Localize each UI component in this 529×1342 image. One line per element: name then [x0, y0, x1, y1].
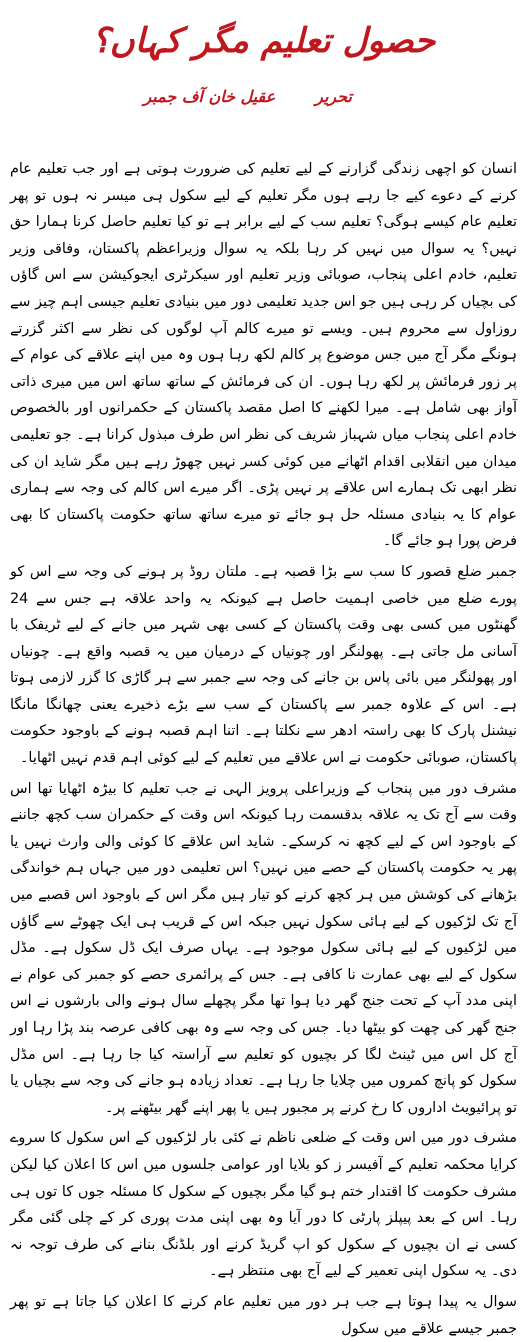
paragraph: انسان کو اچھی زندگی گزارنے کے لیے تعلیم کی ضرورت ہوتی ہے اور جب تعلیم عام کرنے کے دعوے کیے جا رہے ہوں مگر تعلیم کے لیے سکول ہی میسر نہ ہوں تو پھر تعلیم عام کیسے ہوگی؟ تعلیم سب کے لیے برابر ہے تو کیا تعلیم حاصل کرنا ہمارا حق نہیں؟ یہ سوال میں نہیں کر رہا بلکہ یہ سوال وزیراعظم پاکستان، وفاقی وزیر تعلیم، خادم اعلی پنجاب، صوبائی وزیر تعلیم اور سیکرٹری ایجوکیشن سے اس گاؤں کی بچیاں کر رہی ہیں جو اس جدید تعلیمی دور میں بنیادی تعلیم جیسی اہم چیز سے روزاول سے محروم ہیں۔ ویسے تو میرے کالم آپ لوگوں کی نظر سے اکثر گزرتے ہونگے مگر آج میں جس موضوع پر کالم لکھ رہا ہوں وہ میں اپنے علاقے کی عوام کے پر زور فرمائش پر لکھ رہا ہوں۔ ان کی فرمائش کے ساتھ ساتھ اس میں میری ذاتی آواز بھی شامل ہے۔ میرا لکھنے کا اصل مقصد پاکستان کے حکمرانوں اور بالخصوص خادم اعلی پنجاب میاں شہباز شریف کی نظر اس طرف مبذول کرانا ہے۔ جو تعلیمی میدان میں انقلابی اقدام اٹھانے میں کوئی کسر نہیں چھوڑ رہے ہیں مگر شاید ان کی نظر ابھی تک ہمارے اس علاقے پر نہیں پڑی۔ اگر میرے اس کالم کی وجہ سے ہماری عوام کا یہ بنیادی مسئلہ حل ہو جائے تو میرے ساتھ ساتھ حکومت پاکستان کا بھی فرض پورا ہو جائے گا۔ — [10, 161, 517, 550]
paragraph: مشرف دور میں اس وقت کے ضلعی ناظم نے کئی بار لڑکیوں کے اس سکول کا سروے کرایا محکمہ تعلیم کے آفیسر ز کو بلایا اور عوامی جلسوں میں اس کا اعلان کیا لیکن مشرف حکومت کا اقتدار ختم ہو گیا مگر بچیوں کے سکول کا مسئلہ جوں کا توں ہی رہا۔ اس کے بعد پیپلز پارٹی کا دور آیا وہ بھی اپنی مدت پوری کر کے چلی گئی مگر کسی نے ان بچیوں کے سکول کو اپ گریڈ کرنے اور بلڈنگ بنانے کی طرف توجہ نہ دی۔ یہ سکول اپنی تعمیر کے لیے آج بھی منتظر ہے۔ — [10, 1130, 517, 1280]
paragraph: جمبر ضلع قصور کا سب سے بڑا قصبہ ہے۔ ملتان روڈ پر ہونے کی وجہ سے اس کو پورے ضلع میں خاصی اہمیت حاصل ہے کیونکہ یہ واحد علاقہ ہے جس سے 24 گھنٹوں میں کسی بھی وقت پاکستان کے کسی بھی شہر میں جانے کے لیے ٹریفک با آسانی مل جاتی ہے۔ پھولنگر اور چونیاں کے درمیان میں یہ قصبہ واقع ہے۔ چونیاں اور پھولنگر میں بائی پاس بن جانے کی وجہ سے جمبر سے ہر گاڑی کا گزر لازمی ہوتا ہے۔ اس کے علاوہ جمبر سے پاکستان کے سب سے بڑے ذخیرے یعنی چھانگا مانگا نیشنل پارک کا بھی راستہ ادھر سے نکلتا ہے۔ اتنا اہم قصبہ ہونے کے باوجود حکومت پاکستان، صوبائی حکومت نے اس علاقے میں تعلیم کے لیے کوئی اہم قدم نہیں اٹھایا۔ — [10, 563, 517, 767]
article-title: حصول تعلیم مگر کہاں؟ — [91, 21, 436, 61]
article-body — [10, 156, 517, 1342]
paragraph: مشرف دور میں پنجاب کے وزیراعلی پرویز الہی نے جب تعلیم کا بیڑہ اٹھایا تھا اس وقت سے آج تک یہ علاقہ بدقسمت رہا کیونکہ اس وقت کے حکمران سب کچھ جاننے کے باوجود اس کے لیے کچھ نہ کرسکے۔ شاید اس علاقے کا کوئی والی وارث نہیں یا پھر یہ حکومت پاکستان کے حصے میں نہیں؟ اس تعلیمی دور میں جہاں ہم خواندگی بڑھانے کی کوشش میں ہر کچھ کرنے کو تیار ہیں مگر اس کے باوجود اس قصبے میں آج تک لڑکیوں کے لیے ہائی سکول نہیں جبکہ اس کے قریب ہی ایک چھوٹے سے گاؤں میں لڑکیوں کے لیے ہائی سکول موجود ہے۔ یہاں صرف ایک ڈل سکول ہے۔ مڈل سکول کے لیے بھی عمارت نا کافی ہے۔ جس کے پرائمری حصے کو جمبر کی عوام نے اپنی مدد آپ کے تحت جنج گھر دیا ہوا تھا مگر پچھلے سال ہونے والی بارشوں نے اس جنج گھر کی چھت کو بیٹھا دیا۔ جس کی وجہ سے وہ بھی کافی عرصہ بند پڑا رہا اور آج کل اس میں ٹینٹ لگا کر بچیوں کو تعلیم سے آراستہ کیا جا رہا ہے۔ اس مڈل سکول کو پانچ کمروں میں چلایا جا رہا ہے۔ تعداد زیادہ ہو جانے کی وجہ سے بچیاں یا تو پرائیویٹ اداروں کا رخ کرنے پر مجبور ہیں یا پھر اپنے گھر بیٹھنے پر۔ — [10, 780, 517, 1116]
paragraph: سوال یہ پیدا ہوتا ہے جب ہر دور میں تعلیم عام کرنے کا اعلان کیا جاتا ہے تو پھر جمبر جیسے علاقے میں سکول — [10, 1293, 517, 1337]
author-name: عقیل خان آف جمبر — [143, 87, 276, 106]
byline-prefix: تحریر — [315, 87, 352, 106]
byline — [10, 82, 517, 118]
